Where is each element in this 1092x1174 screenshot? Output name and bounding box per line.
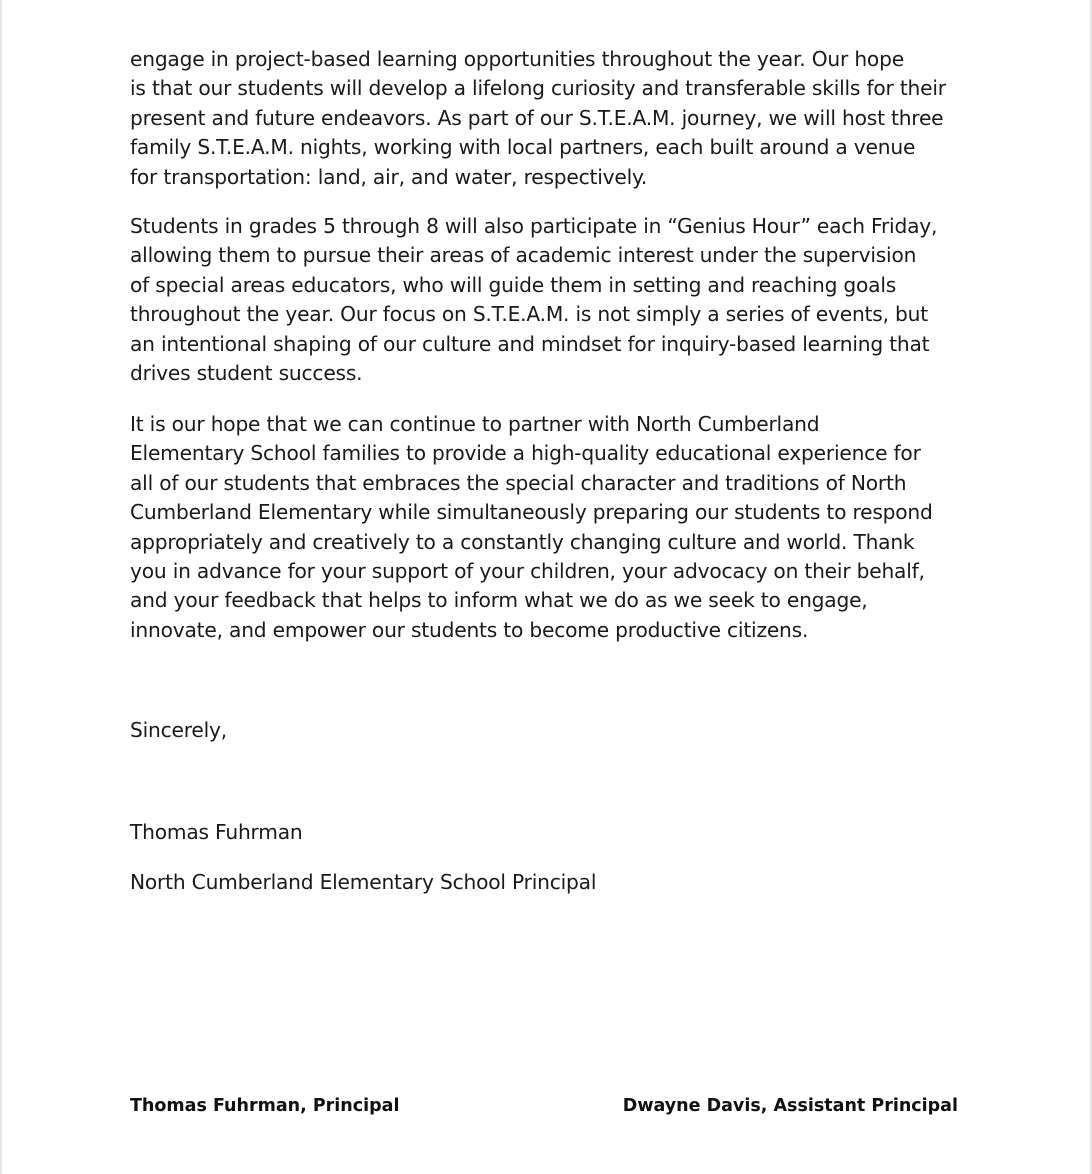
text-line: present and future endeavors. As part of our S.T.E.A.M. journey, we will host three xyxy=(130,105,944,130)
signer-title: North Cumberland Elementary School Principal xyxy=(130,870,597,894)
letter-closing: Sincerely, xyxy=(130,718,227,742)
page-footer xyxy=(130,1096,960,1124)
text-line: an intentional shaping of our culture and mindset for inquiry-based learning that xyxy=(130,331,930,356)
text-line: It is our hope that we can continue to partner with North Cumberland xyxy=(130,412,820,436)
text-line: appropriately and creatively to a constantly changing culture and world. Thank xyxy=(130,529,915,554)
paragraph-steam-journey xyxy=(130,45,946,192)
text-line: engage in project-based learning opportunities throughout the year. Our hope xyxy=(130,47,904,71)
text-line: Students in grades 5 through 8 will also participate in “Genius Hour” each Friday, xyxy=(130,214,938,238)
text-line: drives student success. xyxy=(130,361,363,386)
paragraph-genius-hour xyxy=(130,212,937,388)
text-line: throughout the year. Our focus on S.T.E.A.M. is not simply a series of events, but xyxy=(130,302,928,327)
text-line: for transportation: land, air, and water, respectively. xyxy=(130,164,648,189)
paragraph-partnership xyxy=(130,410,933,645)
text-line: Cumberland Elementary while simultaneously preparing our students to respond xyxy=(130,500,933,525)
page-left-edge xyxy=(0,0,2,1174)
footer-assistant-principal: Dwayne Davis, Assistant Principal xyxy=(622,1096,958,1116)
text-line: Elementary School families to provide a high-quality educational experience for xyxy=(130,441,921,466)
text-line: family S.T.E.A.M. nights, working with local partners, each built around a venue xyxy=(130,135,916,160)
text-line: innovate, and empower our students to become productive citizens. xyxy=(130,617,809,642)
text-line: all of our students that embraces the special character and traditions of North xyxy=(130,470,907,495)
signer-name: Thomas Fuhrman xyxy=(130,820,303,844)
text-line: allowing them to pursue their areas of academic interest under the supervision xyxy=(130,243,917,268)
footer-principal: Thomas Fuhrman, Principal xyxy=(130,1096,400,1116)
text-line: is that our students will develop a lifelong curiosity and transferable skills for their xyxy=(130,76,946,101)
text-line: you in advance for your support of your children, your advocacy on their behalf, xyxy=(130,559,925,584)
text-line: of special areas educators, who will guide them in setting and reaching goals xyxy=(130,272,897,297)
text-line: and your feedback that helps to inform what we do as we seek to engage, xyxy=(130,588,868,613)
